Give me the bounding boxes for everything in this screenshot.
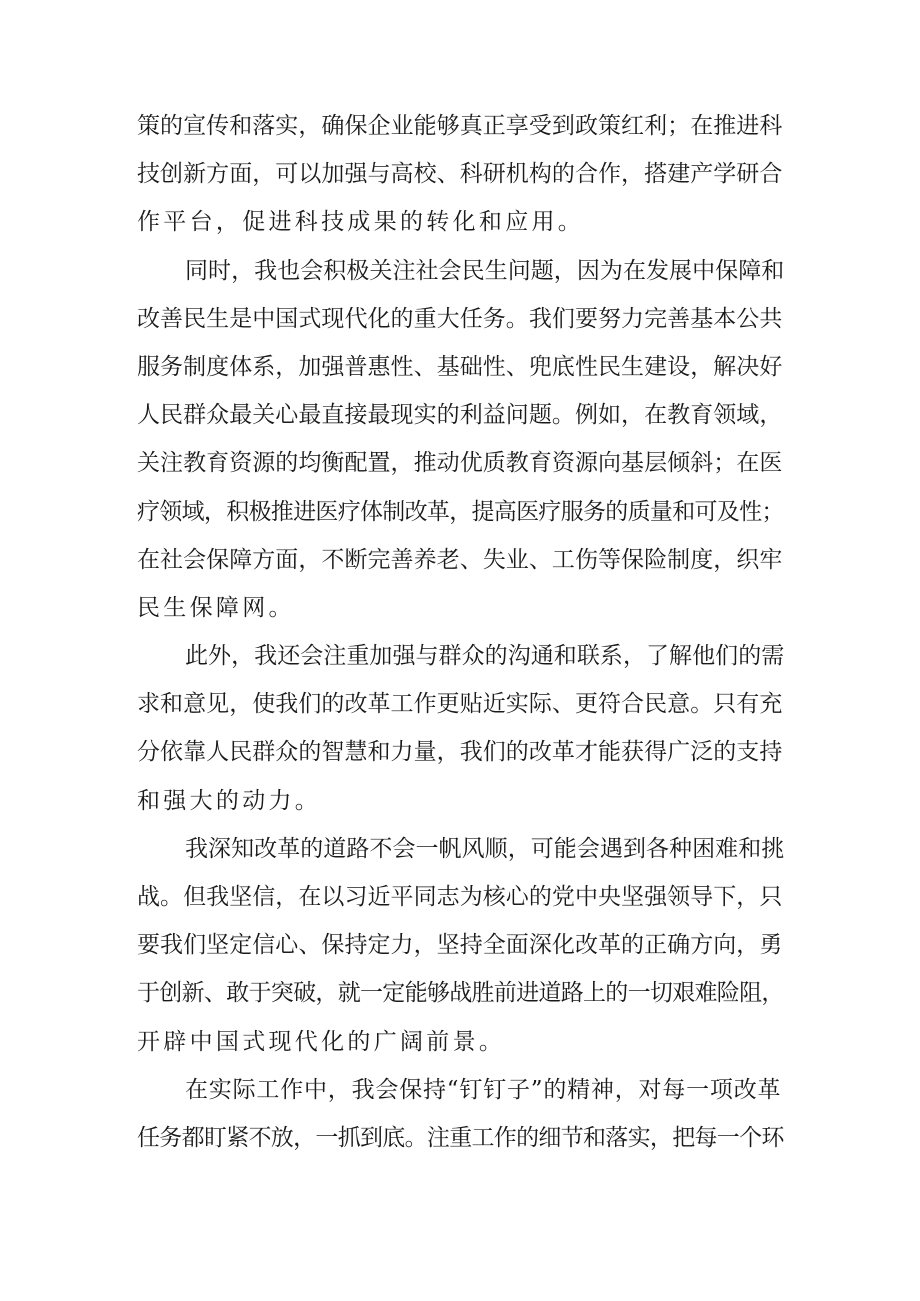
text-line: 同时，我也会积极关注社会民生问题，因为在发展中保障和 <box>185 257 785 284</box>
text-line: 此外，我还会注重加强与群众的沟通和联系，了解他们的需 <box>185 643 785 670</box>
paragraph-policy-tech <box>137 102 787 247</box>
text-line: 疗领域，积极推进医疗体制改革，提高医疗服务的质量和可及性； <box>137 498 784 525</box>
text-line: 在实际工作中，我会保持“钉钉子”的精神，对每一项改革 <box>185 1076 782 1103</box>
text-line: 作平台，促进科技成果的转化和应用。 <box>137 209 585 236</box>
paragraph-practical-work <box>137 1066 787 1162</box>
text-line: 技创新方面，可以加强与高校、科研机构的合作，搭建产学研合 <box>137 161 783 188</box>
paragraph-livelihood <box>137 247 787 633</box>
paragraph-communication <box>137 632 787 825</box>
text-line: 策的宣传和落实，确保企业能够真正享受到政策红利；在推进科 <box>137 113 783 139</box>
text-line: 改善民生是中国式现代化的重大任务。我们要努力完善基本公共 <box>137 305 783 332</box>
text-line: 在社会保障方面，不断完善养老、失业、工伤等保险制度，织牢 <box>137 546 783 573</box>
paragraph-reform-path <box>137 825 787 1066</box>
text-line: 要我们坚定信心、保持定力，坚持全面深化改革的正确方向，勇 <box>137 932 783 959</box>
text-line: 战。但我坚信，在以习近平同志为核心的党中央坚强领导下，只 <box>137 884 783 910</box>
text-line: 服务制度体系，加强普惠性、基础性、兜底性民生建设，解决好 <box>137 353 783 380</box>
text-line: 分依靠人民群众的智慧和力量，我们的改革才能获得广泛的支持 <box>137 739 783 766</box>
text-line: 关注教育资源的均衡配置，推动优质教育资源向基层倾斜；在医 <box>137 450 783 477</box>
text-line: 我深知改革的道路不会一帆风顺，可能会遇到各种困难和挑 <box>185 835 785 862</box>
document-body <box>137 102 787 1162</box>
text-line: 民生保障网。 <box>137 594 295 621</box>
text-line: 任务都盯紧不放，一抓到底。注重工作的细节和落实，把每一个环 <box>137 1124 784 1151</box>
text-line: 求和意见，使我们的改革工作更贴近实际、更符合民意。只有充 <box>137 691 783 718</box>
text-line: 和强大的动力。 <box>137 787 322 814</box>
text-line: 人民群众最关心最直接最现实的利益问题。例如，在教育领域， <box>137 402 783 429</box>
text-line: 开辟中国式现代化的广阔前景。 <box>137 1028 506 1055</box>
text-line: 于创新、敢于突破，就一定能够战胜前进道路上的一切艰难险阻， <box>137 980 784 1007</box>
